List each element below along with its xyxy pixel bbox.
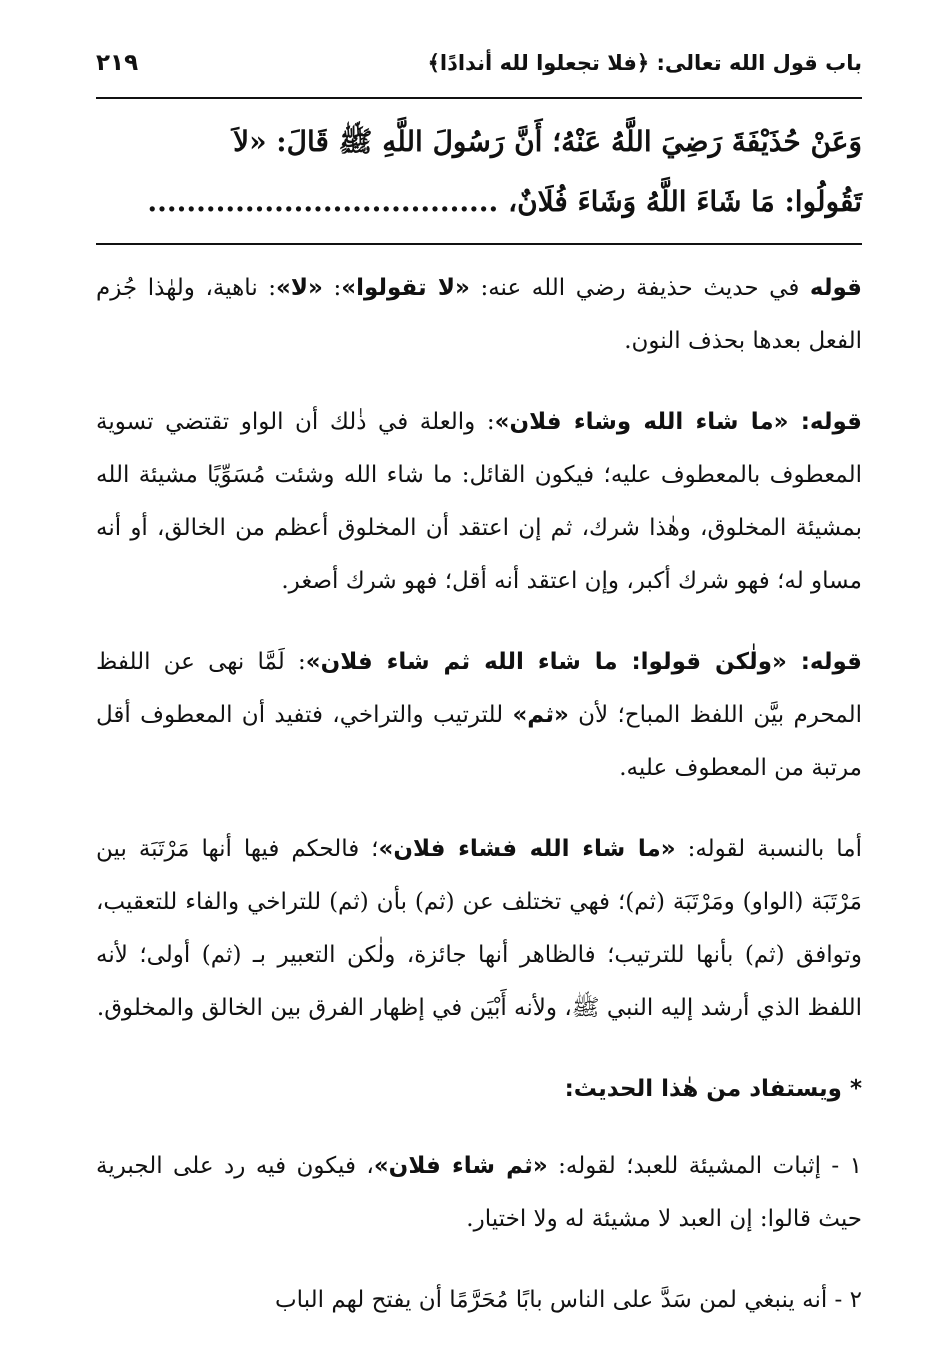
commentary-paragraph-3: قوله: «ولٰكن قولوا: ما شاء الله ثم شاء فلان»: لَمَّا نهى عن اللفظ المحرم بيَّن اللفظ المباح؛ لأن «ثم» للترتيب والتراخي، فتفيد أن المعطوف أقل مرتبة من المعطوف عليه.	[96, 649, 862, 781]
header-rule	[96, 97, 862, 99]
dotted-leader: ....................................	[147, 185, 499, 218]
commentary-paragraph-2: قوله: «ما شاء الله وشاء فلان»: والعلة في ذٰلك أن الواو تقتضي تسوية المعطوف بالمعطوف عليه؛ فيكون القائل: ما شاء الله وشئت مُسَوِّيًا مشيئة الله بمشيئة المخلوق، وهٰذا شرك، ثم إن اعتقد أن المخلوق أعظم من الخالق، أو أنه مساو له؛ فهو شرك أكبر، وإن اعتقد أنه أقل؛ فهو شرك أصغر.	[96, 409, 862, 594]
hadith-line-1: وَعَنْ حُذَيْفَةَ رَضِيَ اللَّهُ عَنْهُ؛ أَنَّ رَسُولَ اللَّهِ ﷺ قَالَ: «لاَ	[233, 125, 862, 158]
hadith-line-2: تَقُولُوا: مَا شَاءَ اللَّهُ وَشَاءَ فُلَانٌ، ....................................	[147, 185, 862, 218]
hadith-text	[96, 112, 862, 232]
commentary-paragraph-1: قوله في حديث حذيفة رضي الله عنه: «لا تقولوا»: «لا»: ناهية، ولهٰذا جُزم الفعل بعدها بحذف النون.	[96, 275, 862, 354]
section-divider	[96, 243, 862, 245]
benefits-heading: * ويستفاد من هٰذا الحديث:	[564, 1076, 862, 1102]
chapter-title: باب قول الله تعالى: ﴿فلا تجعلوا لله أندادًا﴾	[427, 51, 862, 75]
benefit-item-1: ١ - إثبات المشيئة للعبد؛ لقوله: «ثم شاء فلان»، فيكون فيه رد على الجبرية حيث قالوا: إن العبد لا مشيئة له ولا اختيار.	[96, 1153, 862, 1232]
benefit-item-2: ٢ - أنه ينبغي لمن سَدَّ على الناس بابًا مُحَرَّمًا أن يفتح لهم الباب	[275, 1287, 862, 1313]
commentary-paragraph-4: أما بالنسبة لقوله: «ما شاء الله فشاء فلان»؛ فالحكم فيها أنها مَرْتَبَة بين مَرْتَبَة (الواو) ومَرْتَبَة (ثم)؛ فهي تختلف عن (ثم) بأن (ثم) للتراخي والفاء للتعقيب، وتوافق (ثم) بأنها للترتيب؛ فالظاهر أنها جائزة، ولٰكن التعبير بـ (ثم) أولى؛ لأنه اللفظ الذي أرشد إليه النبي ﷺ، ولأنه أَبْيَن في إظهار الفرق بين الخالق والمخلوق.	[96, 836, 862, 1021]
running-header	[96, 40, 862, 86]
commentary	[96, 262, 862, 1355]
page-number: ٢١٩	[96, 50, 139, 76]
